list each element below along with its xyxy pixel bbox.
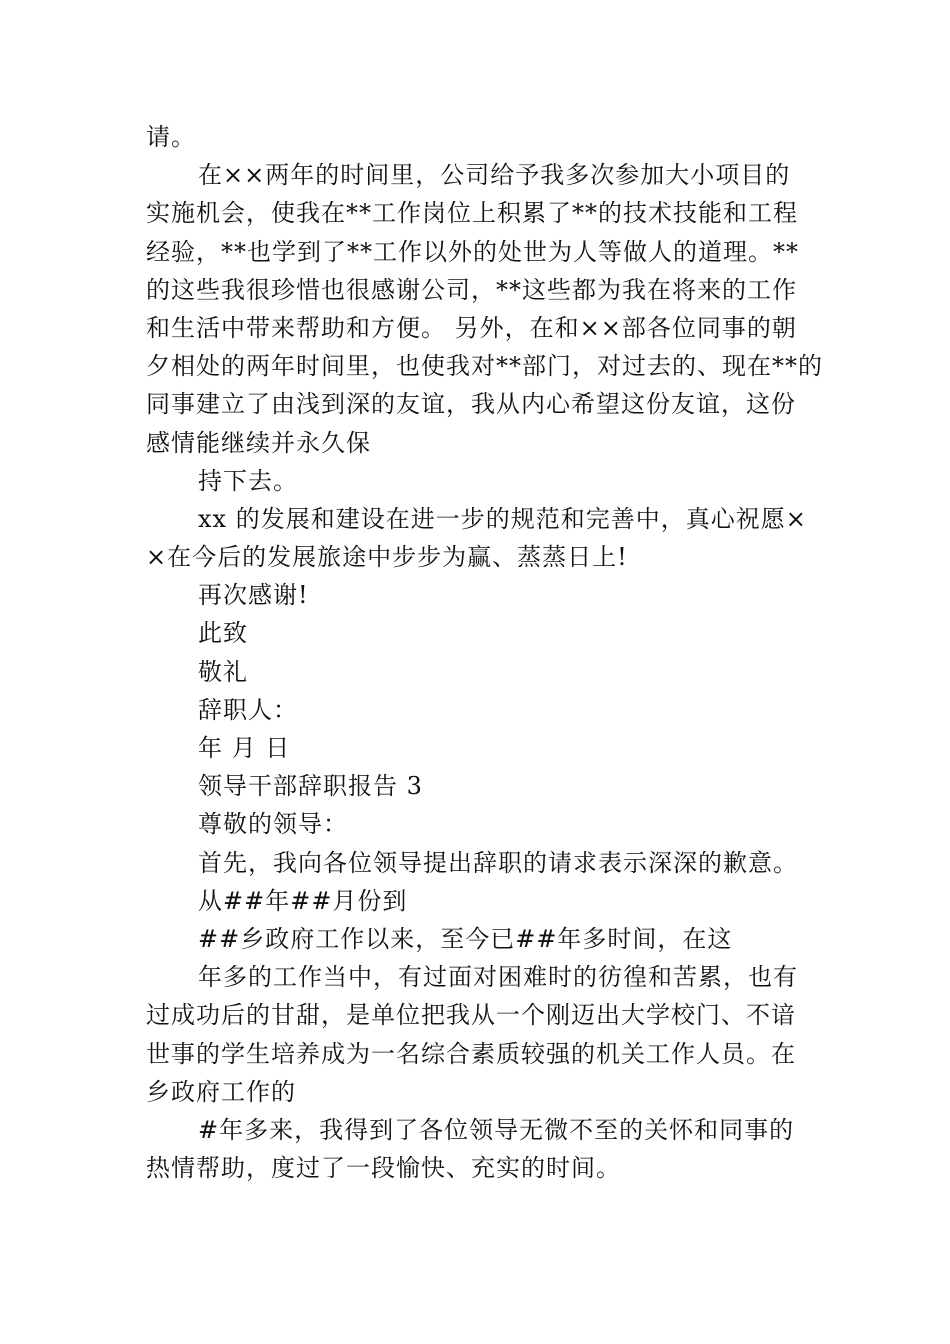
text-line: 再次感谢! [198,581,309,610]
document-body [146,118,823,1187]
text-line: ×在今后的发展旅途中步步为赢、蒸蒸日上! [146,543,628,572]
text-line: 感情能继续并永久保 [146,428,371,457]
text-line: 和生活中带来帮助和方便。 另外，在和××部各位同事的朝 [146,313,797,342]
text-line: 敬礼 [198,657,248,686]
text-line: ##乡政府工作以来，至今已##年多时间，在这 [198,924,733,953]
text-line: 的这些我很珍惜也很感谢公司，**这些都为我在将来的工作 [146,275,797,304]
text-line: #年多来，我得到了各位领导无微不至的关怀和同事的 [198,1115,795,1144]
text-line: 在××两年的时间里，公司给予我多次参加大小项目的 [198,161,791,190]
text-line: 从##年##月份到 [198,886,408,915]
text-line: 热情帮助，度过了一段愉快、充实的时间。 [146,1154,621,1183]
text-line: 尊敬的领导： [198,810,348,839]
text-line: xx 的发展和建设在进一步的规范和完善中，真心祝愿× [198,504,807,533]
text-line: 此致 [198,619,248,648]
text-line: 辞职人： [198,695,298,724]
text-line: 请。 [146,123,196,151]
text-line: 世事的学生培养成为一名综合素质较强的机关工作人员。在 [146,1039,796,1068]
text-line: 乡政府工作的 [146,1077,296,1106]
text-line: 年多的工作当中，有过面对困难时的彷徨和苦累，也有 [198,963,798,992]
text-line: 过成功后的甘甜，是单位把我从一个刚迈出大学校门、不谙 [146,1001,796,1030]
section-heading: 领导干部辞职报告 3 [198,772,423,801]
text-line: 夕相处的两年时间里，也使我对**部门，对过去的、现在**的 [146,352,823,381]
text-line: 年 月 日 [198,734,291,762]
text-line: 同事建立了由浅到深的友谊，我从内心希望这份友谊，这份 [146,390,796,419]
text-line: 实施机会，使我在**工作岗位上积累了**的技术技能和工程 [146,199,798,228]
text-line: 经验，**也学到了**工作以外的处世为人等做人的道理。** [146,237,799,266]
text-line: 首先，我向各位领导提出辞职的请求表示深深的歉意。 [198,848,798,877]
text-line: 持下去。 [198,466,298,495]
